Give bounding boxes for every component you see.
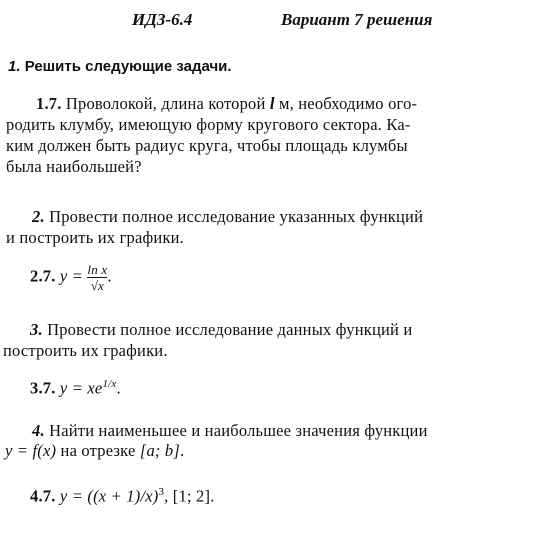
section-3-line1 xyxy=(30,319,497,340)
section-4-interval: [a; b] xyxy=(139,441,180,460)
problem-3-7-exponent: 1/x xyxy=(102,378,117,390)
problem-3-7-end: . xyxy=(116,378,121,398)
problem-2-7-number: 2.7. xyxy=(30,266,56,286)
section-2-line1 xyxy=(32,206,497,227)
problem-4-7-rest: , [1; 2]. xyxy=(164,486,215,506)
section-4-interval-text: на отрезке xyxy=(60,441,136,460)
header-right-title: Вариант 7 решения xyxy=(281,10,433,29)
section-1-text: Решить следующие задачи. xyxy=(24,58,232,75)
section-3-line2: построить их графики. xyxy=(3,341,168,360)
problem-3-7-number: 3.7. xyxy=(30,378,56,398)
section-1-number: 1. xyxy=(8,58,21,75)
section-4-number: 4. xyxy=(32,421,45,440)
problem-1-7-line1b: м, необходимо ого- xyxy=(278,94,418,113)
section-4-line1 xyxy=(32,420,497,441)
problem-3-7-lhs: y = xe xyxy=(59,378,103,398)
section-3-number: 3. xyxy=(30,320,43,339)
problem-4-7-lhs: y = ((x + 1)/x) xyxy=(59,486,159,506)
problem-3-7 xyxy=(30,378,121,399)
fraction-numerator: ln x xyxy=(87,262,108,277)
problem-1-7-line1: Проволокой, длина которой xyxy=(65,94,266,113)
problem-1-7-number: 1.7. xyxy=(36,94,62,113)
problem-2-7-lhs: y = xyxy=(59,266,84,286)
problem-4-7-number: 4.7. xyxy=(30,486,56,506)
section-4-end: . xyxy=(180,441,185,460)
section-2-number: 2. xyxy=(32,207,45,226)
section-2-line2: и построить их графики. xyxy=(6,228,185,247)
section-4-text: Найти наименьшее и наибольшее значения функции xyxy=(49,421,428,440)
fraction-denominator: √x xyxy=(87,277,107,293)
problem-4-7-exponent: 3 xyxy=(158,486,165,498)
problem-1-7-var-l: l xyxy=(269,94,275,113)
section-4-line2 xyxy=(5,441,184,461)
problem-2-7-fraction xyxy=(87,262,107,293)
section-3-text: Провести полное исследование данных функций и xyxy=(47,320,413,339)
problem-2-7 xyxy=(30,262,112,293)
problem-2-7-end: . xyxy=(107,266,112,286)
section-2-text: Провести полное исследование указанных функций xyxy=(49,207,424,226)
problem-4-7 xyxy=(30,486,215,507)
problem-1-7-line2: родить клумбу, имеющую форму кругового сектора. Ка- xyxy=(6,115,411,134)
problem-1-7 xyxy=(36,93,499,114)
section-1-heading xyxy=(8,58,232,75)
header-left-title: ИДЗ-6.4 xyxy=(132,10,193,29)
problem-1-7-line3: ким должен быть радиус круга, чтобы площадь клумбы xyxy=(6,136,408,155)
section-4-function: y = f(x) xyxy=(5,441,57,460)
problem-1-7-line4: была наибольшей? xyxy=(6,157,142,176)
